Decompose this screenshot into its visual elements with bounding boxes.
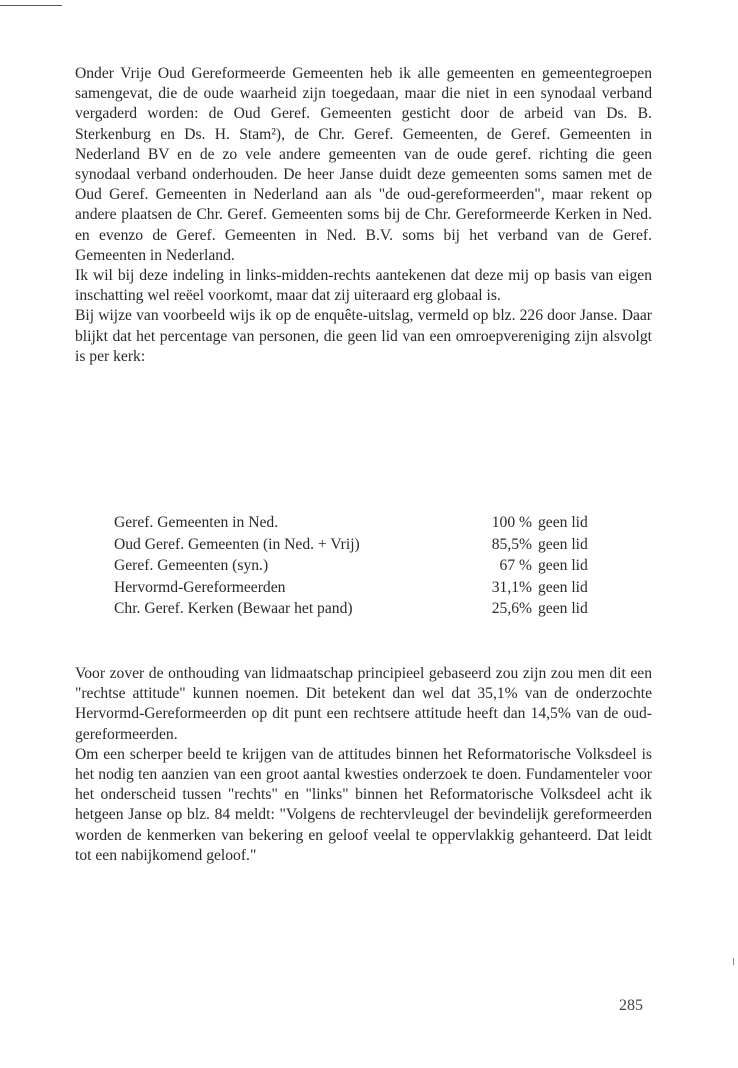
percentage-suffix: geen lid — [538, 600, 588, 618]
body-text-top — [75, 64, 652, 367]
percentage-value: 67 % — [499, 557, 532, 575]
percentage-suffix: geen lid — [538, 578, 588, 596]
percentage-value: 85,5% — [491, 535, 532, 553]
paragraph: Voor zover de onthouding van lidmaatschap principieel gebaseerd zou zijn zou men dit een "rechtse attitude" kunnen noemen. Dit betekent dan wel dat 35,1% van de onderzochte Hervormd-Gereformeerden op dit punt een rechtsere attitude heeft dan 14,5% van de oud-gereformeerden. — [75, 665, 652, 743]
paragraph: Bij wijze van voorbeeld wijs ik op de enquête-uitslag, vermeld op blz. 226 door Janse. Daar blijkt dat het percentage van personen, die geen lid van een omroepvereniging zijn alsvolgt is per kerk: — [75, 307, 652, 365]
table-row — [114, 577, 588, 599]
percentage-suffix: geen lid — [538, 557, 588, 575]
paragraph: Onder Vrije Oud Gereformeerde Gemeenten heb ik alle gemeenten en gemeentegroepen samengevat, die de oude waarheid zijn toegedaan, maar die niet in een synodaal verband vergaderd worden: de Oud Geref. Gemeenten gesticht door de arbeid van Ds. B. Sterkenburg en Ds. H. Stam²), de Chr. Geref. Gemeenten, de Geref. Gemeenten in Nederland BV en de zo vele andere gemeenten van de oude geref. richting die geen synodaal verband onderhouden. De heer Janse duidt deze gemeenten soms samen met de Oud Geref. Gemeenten in Nederland aan als "de oud-gereformeerden", maar rekent op andere plaatsen de Chr. Geref. Gemeenten soms bij de Chr. Gereformeerde Kerken in Ned. en evenzo de Geref. Gemeenten in Ned. B.V. soms bij het verband van de Geref. Gemeenten in Nederland. — [75, 65, 652, 264]
body-text-bottom — [75, 664, 652, 866]
edge-mark — [733, 958, 734, 965]
percentage-suffix: geen lid — [538, 535, 588, 553]
percentage-value: 100 % — [491, 514, 532, 531]
church-name: Geref. Gemeenten in Ned. — [114, 514, 279, 531]
percentage-suffix: geen lid — [538, 514, 588, 531]
church-name: Oud Geref. Gemeenten (in Ned. + Vrij) — [114, 535, 360, 553]
paragraph: Om een scherper beeld te krijgen van de attitudes binnen het Reformatorische Volksdeel is het nodig ten aanzien van een groot aantal kwesties onderzoek te doen. Fundamenteler voor het onderscheid tussen "rechts" en "links" binnen het Reformatorische Volksdeel acht ik hetgeen Janse op blz. 84 meldt: "Volgens de rechtervleugel der bevindelijk gereformeerden worden de kenmerken van bekering en geloof veelal te oppervlakkig gehanteerd. Dat leidt tot een nabijkomend geloof." — [75, 745, 652, 864]
paragraph: Ik wil bij deze indeling in links-midden-rechts aantekenen dat deze mij op basis van eigen inschatting wel reëel voorkomt, maar dat zij uiteraard erg globaal is. — [75, 267, 652, 305]
church-name: Geref. Gemeenten (syn.) — [114, 557, 269, 575]
table-row — [114, 555, 588, 577]
top-rule — [0, 5, 62, 6]
membership-stats-table — [114, 512, 588, 620]
page-number: 285 — [619, 997, 643, 1014]
percentage-value: 25,6% — [491, 600, 532, 618]
table-row — [114, 598, 588, 620]
church-name: Chr. Geref. Kerken (Bewaar het pand) — [114, 600, 353, 618]
table-row — [114, 512, 588, 534]
church-name: Hervormd-Gereformeerden — [114, 578, 286, 596]
table-row — [114, 534, 588, 556]
percentage-value: 31,1% — [491, 578, 532, 596]
